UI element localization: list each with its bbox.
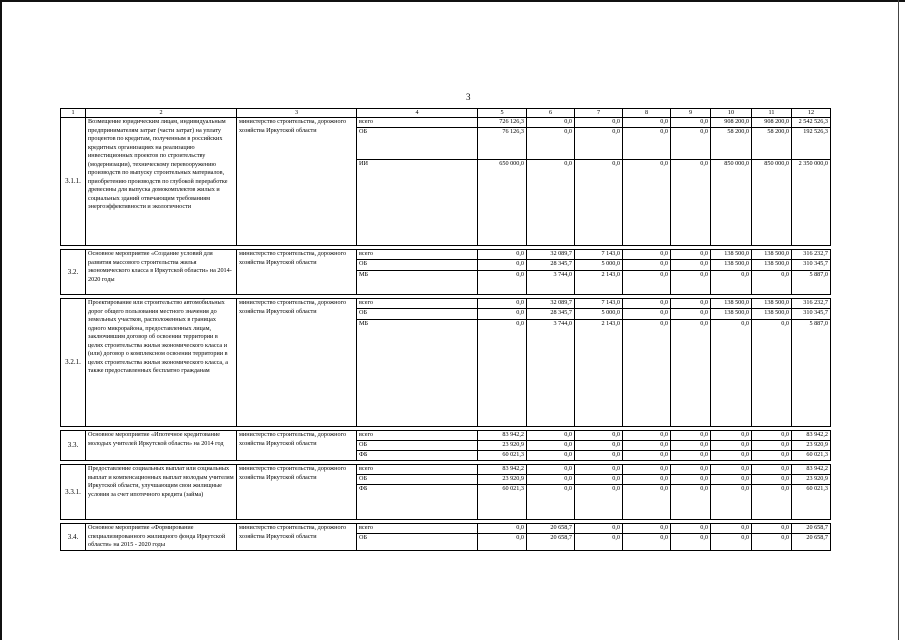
- amount-cell: 0,0: [752, 451, 792, 461]
- amount-cell: 5 887,0: [792, 320, 831, 427]
- amount-cell: 726 126,3: [478, 118, 527, 128]
- funding-source: всего: [357, 250, 478, 260]
- amount-cell: 310 345,7: [792, 309, 831, 320]
- row-code: 3.2.1.: [61, 299, 86, 427]
- funding-source: ОБ: [357, 260, 478, 271]
- row-executor: министерство строительства, дорожного хозяйства Иркутской области: [237, 524, 357, 551]
- amount-cell: 0,0: [478, 524, 527, 534]
- amount-cell: 5 887,0: [792, 271, 831, 295]
- funding-source: МБ: [357, 320, 478, 427]
- funding-source: ОБ: [357, 128, 478, 160]
- amount-cell: 23 920,9: [792, 441, 831, 451]
- amount-cell: 60 021,3: [792, 485, 831, 520]
- amount-cell: 3 744,0: [527, 320, 575, 427]
- amount-cell: 0,0: [478, 260, 527, 271]
- amount-cell: 138 500,0: [752, 299, 792, 309]
- amount-cell: 5 000,0: [575, 260, 623, 271]
- amount-cell: 0,0: [671, 465, 711, 475]
- amount-cell: 0,0: [623, 260, 671, 271]
- amount-cell: 0,0: [671, 451, 711, 461]
- amount-cell: 0,0: [752, 465, 792, 475]
- amount-cell: 0,0: [575, 160, 623, 246]
- amount-cell: 58 200,0: [711, 128, 752, 160]
- amount-cell: 0,0: [575, 118, 623, 128]
- column-header: 10: [711, 109, 752, 118]
- scan-edge-top: [0, 0, 905, 2]
- funding-source: всего: [357, 524, 478, 534]
- column-header: 11: [752, 109, 792, 118]
- amount-cell: 60 021,3: [478, 485, 527, 520]
- amount-cell: 0,0: [752, 534, 792, 550]
- row-description: Основное мероприятие «Формирование специализированного жилищного фонда Иркутской области» на 2015 - 2020 годы: [86, 524, 237, 551]
- amount-cell: 0,0: [478, 309, 527, 320]
- amount-cell: 138 500,0: [752, 250, 792, 260]
- amount-cell: 83 942,2: [792, 465, 831, 475]
- funding-source: всего: [357, 431, 478, 441]
- amount-cell: 0,0: [527, 465, 575, 475]
- funding-source: ФБ: [357, 451, 478, 461]
- amount-cell: 20 658,7: [792, 524, 831, 534]
- amount-cell: 0,0: [623, 320, 671, 427]
- amount-cell: 138 500,0: [752, 260, 792, 271]
- funding-source: ФБ: [357, 485, 478, 520]
- amount-cell: 0,0: [671, 299, 711, 309]
- amount-cell: 850 000,0: [752, 160, 792, 246]
- table-body: [61, 118, 831, 551]
- amount-cell: 23 920,9: [478, 441, 527, 451]
- amount-cell: 0,0: [575, 128, 623, 160]
- amount-cell: 138 500,0: [711, 299, 752, 309]
- amount-cell: 2 350 000,0: [792, 160, 831, 246]
- row-code: 3.1.1.: [61, 118, 86, 246]
- amount-cell: 0,0: [671, 271, 711, 295]
- amount-cell: 0,0: [671, 260, 711, 271]
- amount-cell: 60 021,3: [792, 451, 831, 461]
- amount-cell: 0,0: [478, 299, 527, 309]
- amount-cell: 0,0: [752, 271, 792, 295]
- row-description: Основное мероприятие «Создание условий для развития массового строительства жилья экономического класса в Иркутской области» на 2014-2020 годы: [86, 250, 237, 295]
- column-header: 4: [357, 109, 478, 118]
- amount-cell: 0,0: [752, 431, 792, 441]
- amount-cell: 0,0: [478, 271, 527, 295]
- amount-cell: 0,0: [623, 309, 671, 320]
- table-row: [61, 465, 831, 475]
- amount-cell: 83 942,2: [478, 465, 527, 475]
- scan-edge-left: [0, 0, 2, 640]
- amount-cell: 0,0: [623, 160, 671, 246]
- amount-cell: 0,0: [752, 485, 792, 520]
- column-header: 9: [671, 109, 711, 118]
- amount-cell: 83 942,2: [792, 431, 831, 441]
- amount-cell: 0,0: [711, 271, 752, 295]
- funding-source: ИИ: [357, 160, 478, 246]
- scan-edge-right: [898, 0, 899, 640]
- row-executor: министерство строительства, дорожного хозяйства Иркутской области: [237, 465, 357, 520]
- amount-cell: 3 744,0: [527, 271, 575, 295]
- amount-cell: 0,0: [623, 299, 671, 309]
- amount-cell: 138 500,0: [711, 260, 752, 271]
- column-header: 2: [86, 109, 237, 118]
- amount-cell: 0,0: [575, 441, 623, 451]
- amount-cell: 0,0: [623, 118, 671, 128]
- amount-cell: 0,0: [711, 475, 752, 485]
- amount-cell: 23 920,9: [478, 475, 527, 485]
- column-header: 3: [237, 109, 357, 118]
- row-executor: министерство строительства, дорожного хозяйства Иркутской области: [237, 299, 357, 427]
- amount-cell: 20 658,7: [792, 534, 831, 550]
- amount-cell: 138 500,0: [711, 250, 752, 260]
- page-number: 3: [466, 92, 471, 102]
- row-description: Основное мероприятие «Ипотечное кредитование молодых учителей Иркутской области» на 2014 год: [86, 431, 237, 461]
- amount-cell: 2 542 526,3: [792, 118, 831, 128]
- column-header: 8: [623, 109, 671, 118]
- funding-source: всего: [357, 118, 478, 128]
- row-executor: министерство строительства, дорожного хозяйства Иркутской области: [237, 118, 357, 246]
- amount-cell: 0,0: [671, 431, 711, 441]
- amount-cell: 0,0: [623, 431, 671, 441]
- amount-cell: 0,0: [527, 160, 575, 246]
- amount-cell: 310 345,7: [792, 260, 831, 271]
- amount-cell: 0,0: [711, 451, 752, 461]
- amount-cell: 0,0: [711, 524, 752, 534]
- amount-cell: 0,0: [671, 309, 711, 320]
- row-executor: министерство строительства, дорожного хозяйства Иркутской области: [237, 431, 357, 461]
- amount-cell: 7 143,0: [575, 250, 623, 260]
- amount-cell: 0,0: [575, 465, 623, 475]
- amount-cell: 0,0: [752, 475, 792, 485]
- amount-cell: 0,0: [478, 250, 527, 260]
- amount-cell: 20 658,7: [527, 534, 575, 550]
- amount-cell: 316 232,7: [792, 299, 831, 309]
- amount-cell: 0,0: [527, 431, 575, 441]
- amount-cell: 0,0: [478, 534, 527, 550]
- amount-cell: 0,0: [671, 128, 711, 160]
- amount-cell: 0,0: [671, 475, 711, 485]
- amount-cell: 0,0: [575, 534, 623, 550]
- row-executor: министерство строительства, дорожного хозяйства Иркутской области: [237, 250, 357, 295]
- funding-source: ОБ: [357, 441, 478, 451]
- funding-source: МБ: [357, 271, 478, 295]
- amount-cell: 850 000,0: [711, 160, 752, 246]
- table-row: [61, 299, 831, 309]
- row-code: 3.3.: [61, 431, 86, 461]
- column-header: 1: [61, 109, 86, 118]
- amount-cell: 0,0: [752, 441, 792, 451]
- amount-cell: 0,0: [623, 128, 671, 160]
- funding-source: ОБ: [357, 309, 478, 320]
- amount-cell: 0,0: [575, 485, 623, 520]
- funding-source: всего: [357, 465, 478, 475]
- amount-cell: 0,0: [623, 250, 671, 260]
- amount-cell: 0,0: [623, 441, 671, 451]
- amount-cell: 0,0: [711, 485, 752, 520]
- amount-cell: 0,0: [623, 475, 671, 485]
- amount-cell: 0,0: [671, 118, 711, 128]
- amount-cell: 0,0: [752, 524, 792, 534]
- table-row: [61, 431, 831, 441]
- amount-cell: 83 942,2: [478, 431, 527, 441]
- amount-cell: 0,0: [575, 475, 623, 485]
- program-table: [60, 108, 831, 551]
- amount-cell: 0,0: [575, 451, 623, 461]
- table-row: [61, 524, 831, 534]
- amount-cell: 0,0: [671, 160, 711, 246]
- funding-source: ОБ: [357, 534, 478, 550]
- amount-cell: 138 500,0: [711, 309, 752, 320]
- amount-cell: 0,0: [711, 320, 752, 427]
- amount-cell: 0,0: [671, 250, 711, 260]
- amount-cell: 76 126,3: [478, 128, 527, 160]
- row-description: Проектирование или строительство автомобильных дорог общего пользования местного значения до земельных участков, расположенных в границах одного микрорайона, предоставленных лицам, заключившим договор об освоении территории в целях строительства жилья экономического класса и (или) договор о комплексном освоении территории в целях строительства жилья экономического класса, а также предоставленных бесплатно гражданам: [86, 299, 237, 427]
- amount-cell: 0,0: [527, 485, 575, 520]
- amount-cell: 28 345,7: [527, 309, 575, 320]
- amount-cell: 0,0: [711, 441, 752, 451]
- amount-cell: 5 000,0: [575, 309, 623, 320]
- amount-cell: 58 200,0: [752, 128, 792, 160]
- funding-source: всего: [357, 299, 478, 309]
- amount-cell: 0,0: [711, 431, 752, 441]
- amount-cell: 0,0: [671, 534, 711, 550]
- row-code: 3.3.1.: [61, 465, 86, 520]
- amount-cell: 0,0: [527, 475, 575, 485]
- amount-cell: 0,0: [527, 441, 575, 451]
- column-header: 12: [792, 109, 831, 118]
- amount-cell: 0,0: [575, 524, 623, 534]
- amount-cell: 0,0: [623, 271, 671, 295]
- amount-cell: 0,0: [527, 128, 575, 160]
- amount-cell: 28 345,7: [527, 260, 575, 271]
- amount-cell: 0,0: [575, 431, 623, 441]
- amount-cell: 0,0: [478, 320, 527, 427]
- amount-cell: 32 089,7: [527, 299, 575, 309]
- amount-cell: 32 089,7: [527, 250, 575, 260]
- column-header: 7: [575, 109, 623, 118]
- amount-cell: 0,0: [623, 451, 671, 461]
- amount-cell: 0,0: [623, 485, 671, 520]
- row-code: 3.2.: [61, 250, 86, 295]
- amount-cell: 0,0: [527, 118, 575, 128]
- row-description: Предоставление социальных выплат или социальных выплат и компенсационных выплат молодым учителям Иркутской области, улучшающим свои жилищные условия за счет ипотечного кредита (займа): [86, 465, 237, 520]
- amount-cell: 0,0: [711, 534, 752, 550]
- column-number-row: [61, 109, 831, 118]
- amount-cell: 0,0: [623, 524, 671, 534]
- amount-cell: 0,0: [623, 534, 671, 550]
- amount-cell: 908 200,0: [752, 118, 792, 128]
- amount-cell: 0,0: [671, 441, 711, 451]
- column-header: 5: [478, 109, 527, 118]
- amount-cell: 192 526,3: [792, 128, 831, 160]
- amount-cell: 0,0: [671, 320, 711, 427]
- row-description: Возмещение юридическим лицам, индивидуальным предпринимателям затрат (части затрат) на уплату процентов по кредитам, полученным в российских кредитных организациях на реализацию инвестиционных проектов по строительству (модернизации), техническому перевооружению производств по выпуску строительных материалов, приобретению производств по глубокой переработке древесины для выпуска домокомплектов жилых и социальных зданий отвечающим требованиям энергоэффективности и экологичности: [86, 118, 237, 246]
- amount-cell: 0,0: [671, 485, 711, 520]
- amount-cell: 2 143,0: [575, 271, 623, 295]
- amount-cell: 908 200,0: [711, 118, 752, 128]
- amount-cell: 7 143,0: [575, 299, 623, 309]
- amount-cell: 23 920,9: [792, 475, 831, 485]
- amount-cell: 20 658,7: [527, 524, 575, 534]
- amount-cell: 0,0: [623, 465, 671, 475]
- column-header: 6: [527, 109, 575, 118]
- amount-cell: 60 021,3: [478, 451, 527, 461]
- amount-cell: 2 143,0: [575, 320, 623, 427]
- table-row: [61, 250, 831, 260]
- amount-cell: 650 000,0: [478, 160, 527, 246]
- amount-cell: 138 500,0: [752, 309, 792, 320]
- funding-source: ОБ: [357, 475, 478, 485]
- amount-cell: 316 232,7: [792, 250, 831, 260]
- amount-cell: 0,0: [527, 451, 575, 461]
- amount-cell: 0,0: [752, 320, 792, 427]
- amount-cell: 0,0: [711, 465, 752, 475]
- table-row: [61, 118, 831, 128]
- amount-cell: 0,0: [671, 524, 711, 534]
- row-code: 3.4.: [61, 524, 86, 551]
